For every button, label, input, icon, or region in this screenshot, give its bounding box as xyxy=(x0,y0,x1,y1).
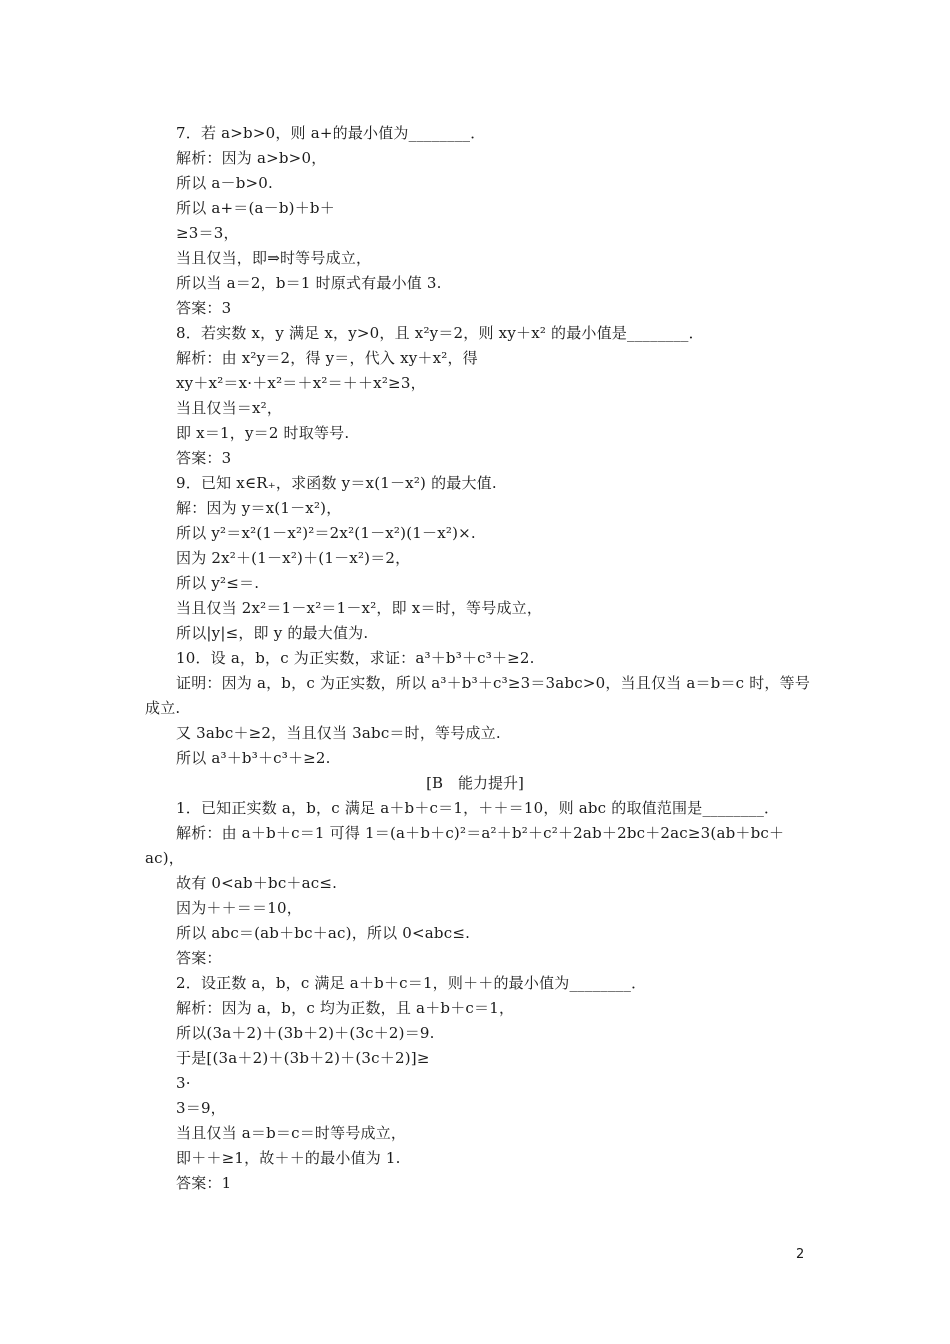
problem-8-analysis-line: 解析：由 x²y＝2，得 y＝，代入 xy＋x²，得 xyxy=(176,349,478,367)
page-number: 2 xyxy=(796,1247,805,1262)
problem-10-proof-line: 证明：因为 a，b，c 为正实数，所以 a³＋b³＋c³≥3＝3abc>0，当且仅当 a＝b＝c 时，等号 xyxy=(176,674,811,692)
problem-8-analysis-line: xy＋x²＝x·＋x²＝＋x²＝＋＋x²≥3， xyxy=(176,374,426,392)
problem-b1-analysis-line: 因为＋＋＝＝10， xyxy=(176,899,302,917)
problem-9-question: 9．已知 x∈R₊，求函数 y＝x(1－x²) 的最大值. xyxy=(176,474,497,492)
problem-b1-answer: 答案： xyxy=(176,949,222,967)
problem-7-analysis-line: 解析：因为 a>b>0， xyxy=(176,149,327,167)
problem-9-solution-line: 所以 y²＝x²(1－x²)²＝2x²(1－x²)(1－x²)×. xyxy=(176,524,476,542)
problem-9-solution-line: 解：因为 y＝x(1－x²)， xyxy=(176,499,342,517)
problem-7-answer: 答案：3 xyxy=(176,299,232,317)
problem-8-answer: 答案：3 xyxy=(176,449,232,467)
problem-10-proof-line: 又 3abc＋≥2，当且仅当 3abc＝时，等号成立. xyxy=(176,724,501,742)
problem-b1-analysis-line: 故有 0<ab＋bc＋ac≤. xyxy=(176,874,338,892)
problem-9-solution-line: 所以|y|≤，即 y 的最大值为. xyxy=(176,624,369,642)
problem-9-solution-line: 所以 y²≤＝. xyxy=(176,574,260,592)
problem-b1-analysis-line: ac)， xyxy=(145,849,184,867)
section-heading: [B 能力提升] xyxy=(426,774,524,792)
problem-b2-question: 2．设正数 a，b，c 满足 a＋b＋c＝1，则＋＋的最小值为________． xyxy=(176,974,647,992)
problem-8-analysis-line: 当且仅当＝x²， xyxy=(176,399,283,417)
problem-8-analysis-line: 即 x＝1，y＝2 时取等号. xyxy=(176,424,350,442)
problem-b2-analysis-line: 3· xyxy=(176,1074,191,1092)
problem-7-question: 7．若 a>b>0，则 a+的最小值为________． xyxy=(176,124,486,142)
problem-7-analysis-line: 当且仅当，即⇒时等号成立， xyxy=(176,249,372,267)
problem-10-proof-line: 所以 a³＋b³＋c³＋≥2. xyxy=(176,749,331,767)
problem-10-proof-line: 成立. xyxy=(145,699,181,717)
problem-b2-analysis-line: 解析：因为 a，b，c 均为正数，且 a＋b＋c＝1， xyxy=(176,999,515,1017)
problem-b2-answer: 答案：1 xyxy=(176,1174,232,1192)
problem-b2-analysis-line: 当且仅当 a＝b＝c＝时等号成立， xyxy=(176,1124,407,1142)
problem-b2-analysis-line: 于是[(3a＋2)＋(3b＋2)＋(3c＋2)]≥ xyxy=(176,1049,430,1067)
problem-9-solution-line: 当且仅当 2x²＝1－x²＝1－x²，即 x＝时，等号成立， xyxy=(176,599,543,617)
problem-b2-analysis-line: 即＋＋≥1，故＋＋的最小值为 1. xyxy=(176,1149,401,1167)
problem-9-solution-line: 因为 2x²＋(1－x²)＋(1－x²)＝2， xyxy=(176,549,411,567)
problem-7-analysis-line: 所以当 a＝2，b＝1 时原式有最小值 3. xyxy=(176,274,442,292)
problem-7-analysis-line: 所以 a+＝(a－b)＋b＋ xyxy=(176,199,335,217)
problem-b1-question: 1．已知正实数 a，b，c 满足 a＋b＋c＝1，＋＋＝10，则 abc 的取值范围是________． xyxy=(176,799,780,817)
problem-b2-analysis-line: 3＝9， xyxy=(176,1099,226,1117)
problem-7-analysis-line: ≥3＝3， xyxy=(176,224,239,242)
problem-10-question: 10．设 a，b，c 为正实数，求证：a³＋b³＋c³＋≥2. xyxy=(176,649,535,667)
problem-b2-analysis-line: 所以(3a＋2)＋(3b＋2)＋(3c＋2)＝9. xyxy=(176,1024,435,1042)
problem-b1-analysis-line: 解析：由 a＋b＋c＝1 可得 1＝(a＋b＋c)²＝a²＋b²＋c²＋2ab＋2bc＋2ac≥3(ab＋bc＋ xyxy=(176,824,785,842)
problem-8-question: 8．若实数 x，y 满足 x，y>0，且 x²y＝2，则 xy＋x² 的最小值是________． xyxy=(176,324,704,342)
problem-b1-analysis-line: 所以 abc＝(ab＋bc＋ac)，所以 0<abc≤. xyxy=(176,924,471,942)
problem-7-analysis-line: 所以 a－b>0. xyxy=(176,174,273,192)
